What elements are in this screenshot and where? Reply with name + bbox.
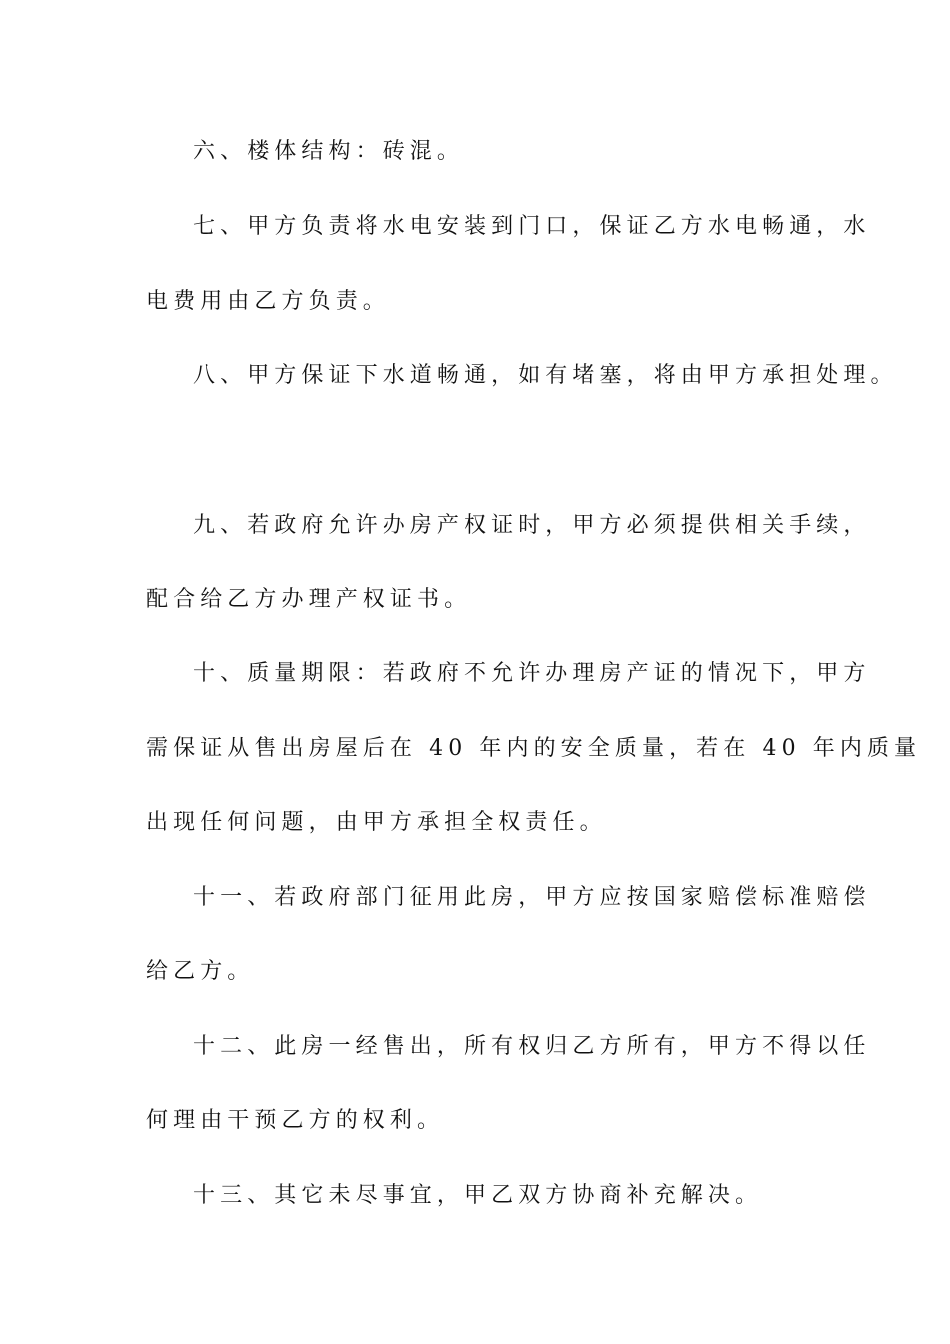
clause-11-line-1: 十一、若政府部门征用此房，甲方应按国家赔偿标准赔偿 — [193, 885, 871, 910]
clause-12-line-1: 十二、此房一经售出，所有权归乙方所有，甲方不得以任 — [193, 1034, 871, 1059]
clause-7-line-2: 电费用由乙方负责。 — [146, 289, 390, 314]
clause-10-line-1: 十、质量期限：若政府不允许办理房产证的情况下，甲方 — [193, 661, 871, 686]
clause-7-line-1: 七、甲方负责将水电安装到门口，保证乙方水电畅通，水 — [193, 214, 871, 239]
clause-6: 六、楼体结构：砖混。 — [193, 139, 465, 164]
clause-12-line-2: 何理由干预乙方的权利。 — [146, 1108, 445, 1133]
clause-13: 十三、其它未尽事宜，甲乙双方协商补充解决。 — [193, 1183, 763, 1208]
clause-9-line-2: 配合给乙方办理产权证书。 — [146, 587, 472, 612]
clause-11-line-2: 给乙方。 — [146, 959, 255, 984]
clause-9-line-1: 九、若政府允许办房产权证时，甲方必须提供相关手续， — [193, 513, 871, 538]
clause-10-line-3: 出现任何问题，由甲方承担全权责任。 — [146, 810, 607, 835]
clause-10-line-2: 需保证从售出房屋后在 40 年内的安全质量，若在 40 年内质量 — [146, 736, 922, 761]
clause-8: 八、甲方保证下水道畅通，如有堵塞，将由甲方承担处理。 — [193, 363, 898, 388]
